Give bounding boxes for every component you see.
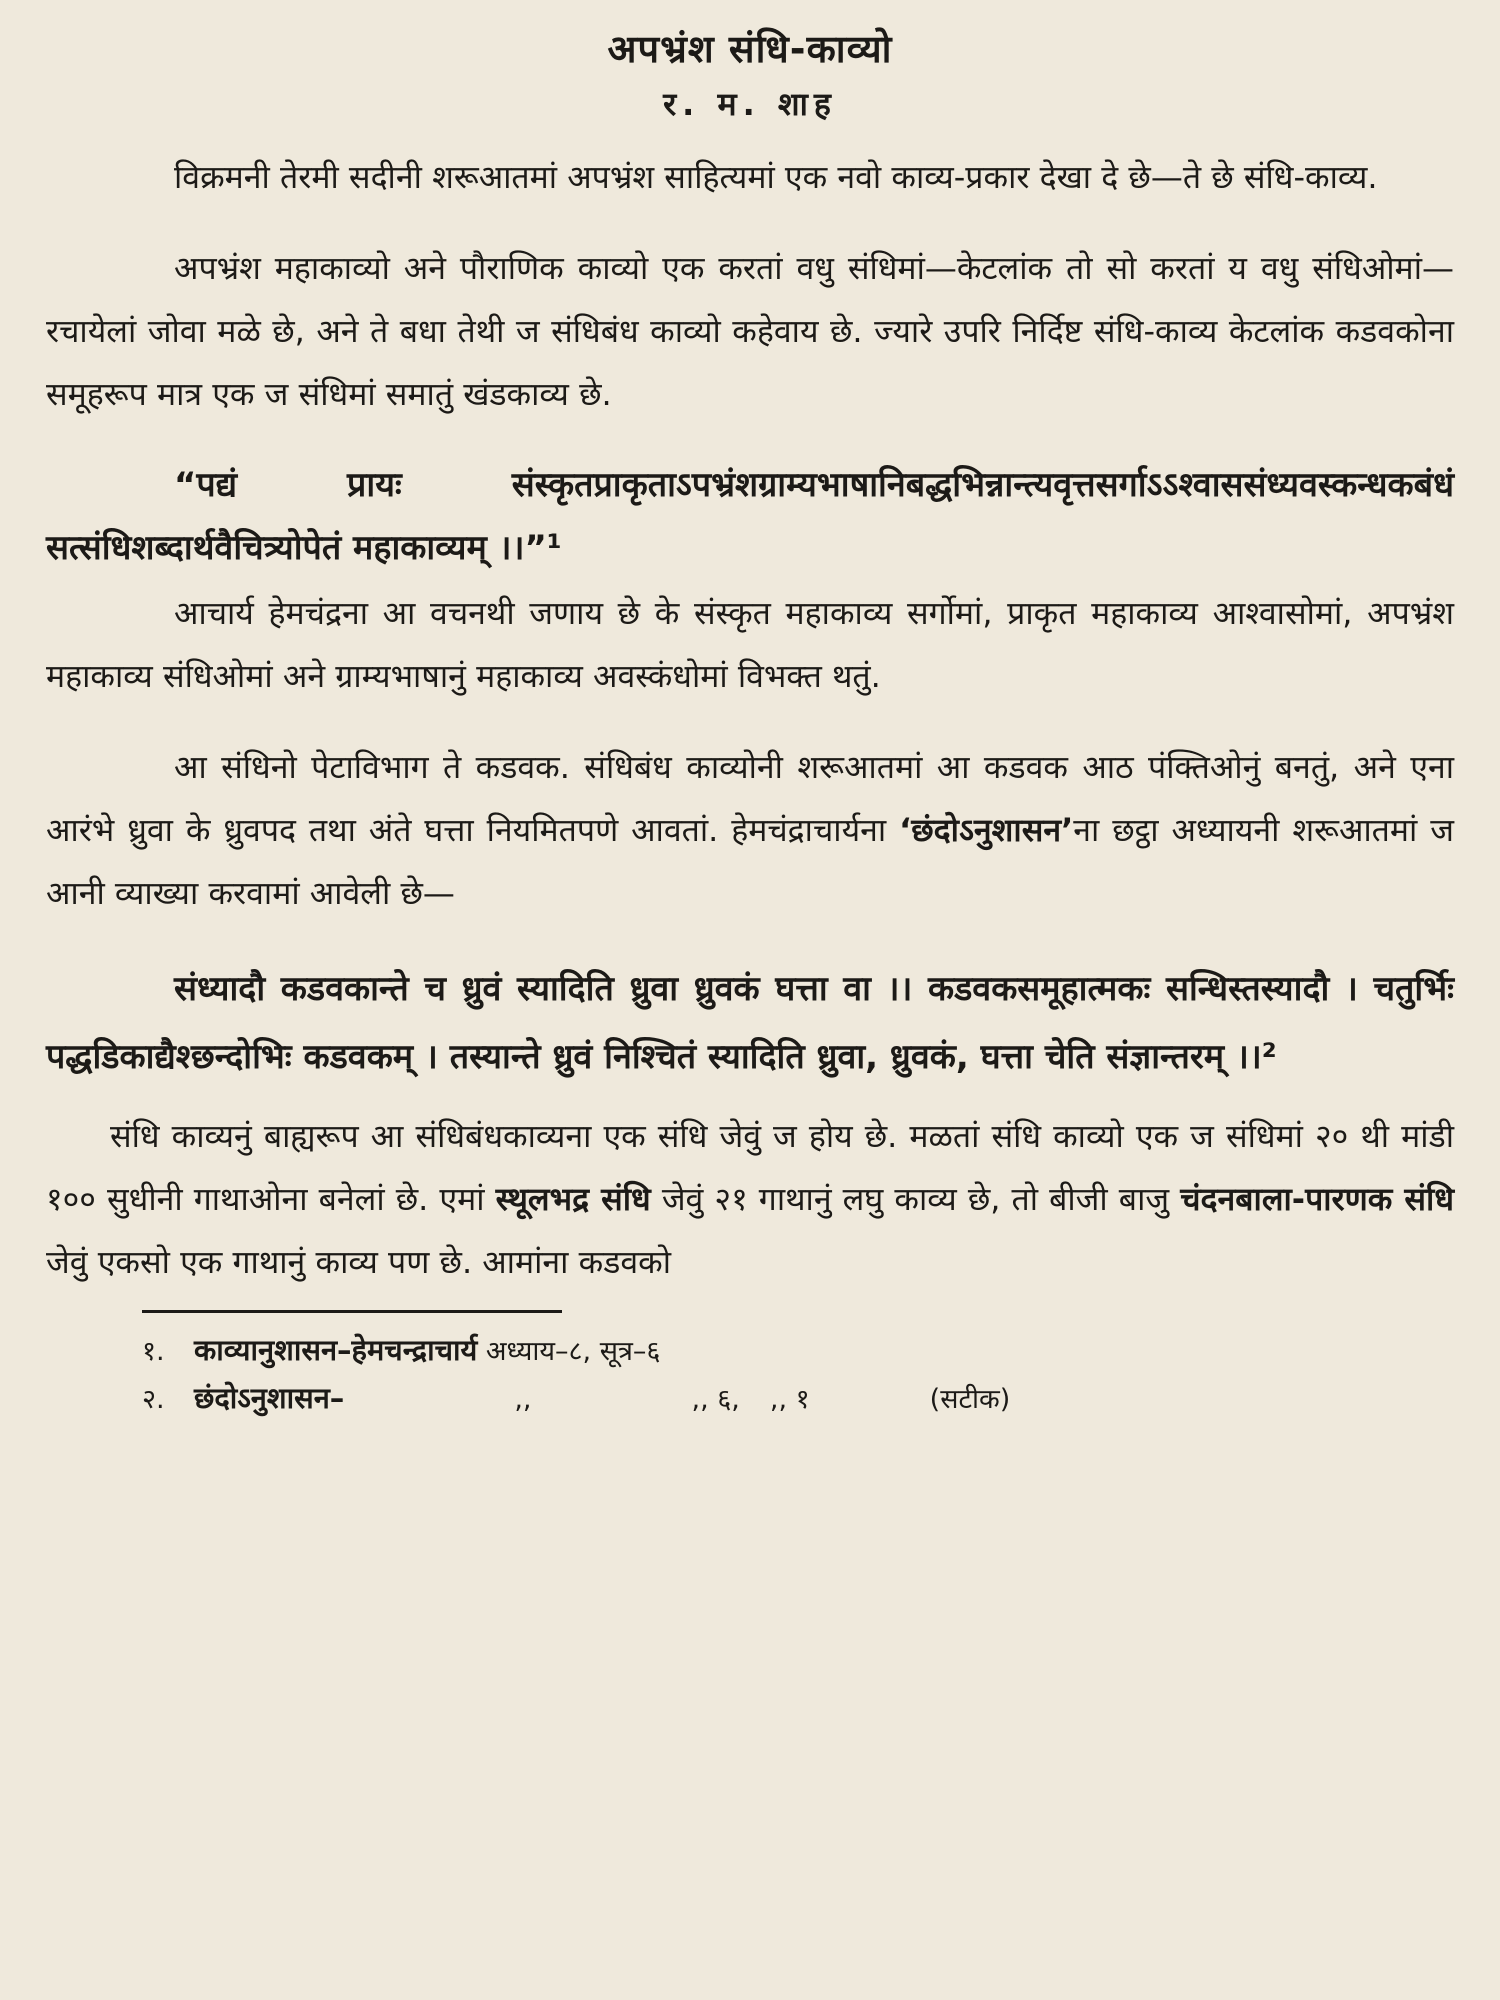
paragraph-sandhi-text-b: जेवुं २१ गाथानुं लघु काव्य छे, तो बीजी बाजु — [650, 1180, 1181, 1218]
footnote-note: (सटीक) — [929, 1384, 1011, 1415]
author-name: र. म. शाह — [663, 85, 837, 123]
article-title: अपभ्रंश संधि-काव्यो — [607, 27, 893, 71]
footnote-source: काव्यानुशासन–हेमचन्द्राचार्य — [194, 1333, 478, 1367]
footnote-source: छंदोऽनुशासन– — [194, 1381, 345, 1415]
paragraph-intro: विक्रमनी तेरमी सदीनी शरूआतमां अपभ्रंश साहित्यमां एक नवो काव्य-प्रकार देखा दे छे—ते छे संधि-काव्य. — [174, 158, 1378, 196]
sthulabhadra-sandhi-title: स्थूलभद्र संधि — [495, 1180, 651, 1218]
paragraph-sandhi-text-c: जेवुं एकसो एक गाथानुं काव्य पण छे. आमांना कडवको — [46, 1243, 671, 1281]
footnote-ditto-1: ,, — [514, 1384, 532, 1415]
paragraph-kadavak — [46, 736, 1454, 925]
chhandonushasan-title: ‘छंदोऽनुशासन’ — [899, 811, 1074, 849]
footnote-2 — [46, 1375, 1454, 1423]
footnote-ditto-2: ,, ६, — [691, 1384, 740, 1415]
paragraph-kadavak-text-a: आ संधिनो पेटाविभाग ते कडवक. संधिबंध काव्योनी शरूआतमां आ कडवक आठ पंक्तिओनुं बनतुं, अने एना आरंभे ध्रुवा के ध्रुवपद तथा अंते घत्ता नियमितपणे आवतां. हेमचंद्राचार्यना — [46, 748, 1454, 849]
footnote-number: १. — [142, 1336, 165, 1367]
chandanbala-sandhi-title: चंदनबाला-पारणक संधि — [1180, 1180, 1455, 1218]
paragraph-kadavak-text-b: ना छट्ठा अध्यायनी शरूआतमां ज आनी व्याख्या करवामां आवेली छे— — [46, 811, 1455, 912]
quotation-hemachandra: “पद्यं प्रायः संस्कृतप्राकृताऽपभ्रंशग्राम्यभाषानिबद्धभिन्नान्त्यवृत्तसर्गाऽऽश्वाससंध्यवस्कन्धकबंधं सत्संधिशब्दार्थवैचित्र्योपेतं महाकाव्यम् ।।”¹ — [46, 465, 1454, 568]
footnote-1 — [46, 1327, 1454, 1375]
footnote-reference: अध्याय–८, सूत्र–६ — [477, 1336, 661, 1367]
footnote-divider — [142, 1310, 562, 1313]
paragraph-sandhi-text-a: संधि काव्यनुं बाह्यरूप आ संधिबंधकाव्यना एक संधि जेवुं ज होय छे. मळतां संधि काव्यो एक ज संधिमां २० थी मांडी १०० सुधीनी गाथाओना बनेलां छे. एमां — [46, 1117, 1454, 1218]
footnote-number: २. — [142, 1384, 165, 1415]
footnote-ditto-3: ,, १ — [769, 1384, 810, 1415]
paragraph-sandhi-form — [46, 1105, 1454, 1294]
paragraph-sandhibandh: अपभ्रंश महाकाव्यो अने पौराणिक काव्यो एक करतां वधु संधिमां—केटलांक तो सो करतां य वधु संधिओमां—रचायेलां जोवा मळे छे, अने ते बधा तेथी ज संधिबंध काव्यो कहेवाय छे. ज्यारे उपरि निर्दिष्ट संधि-काव्य केटलांक कडवकोना समूहरूप मात्र एक ज संधिमां समातुं खंडकाव्य छे. — [46, 249, 1454, 413]
paragraph-mahakavya-divisions: आचार्य हेमचंद्रना आ वचनथी जणाय छे के संस्कृत महाकाव्य सर्गोमां, प्राकृत महाकाव्य आश्वासोमां, अपभ्रंश महाकाव्य संधिओमां अने ग्राम्यभाषानुं महाकाव्य अवस्कंधोमां विभक्त थतुं. — [46, 594, 1454, 695]
quotation-chhandonushasan: संध्यादौ कडवकान्ते च ध्रुवं स्यादिति ध्रुवा ध्रुवकं घत्ता वा ।। कडवकसमूहात्मकः सन्धिस्तस्यादौ । चतुर्भिः पद्धडिकाद्यैश्छन्दोभिः कडवकम् । तस्यान्ते ध्रुवं निश्चितं स्यादिति ध्रुवा, ध्रुवकं, घत्ता चेति संज्ञान्तरम् ।।² — [46, 969, 1454, 1077]
